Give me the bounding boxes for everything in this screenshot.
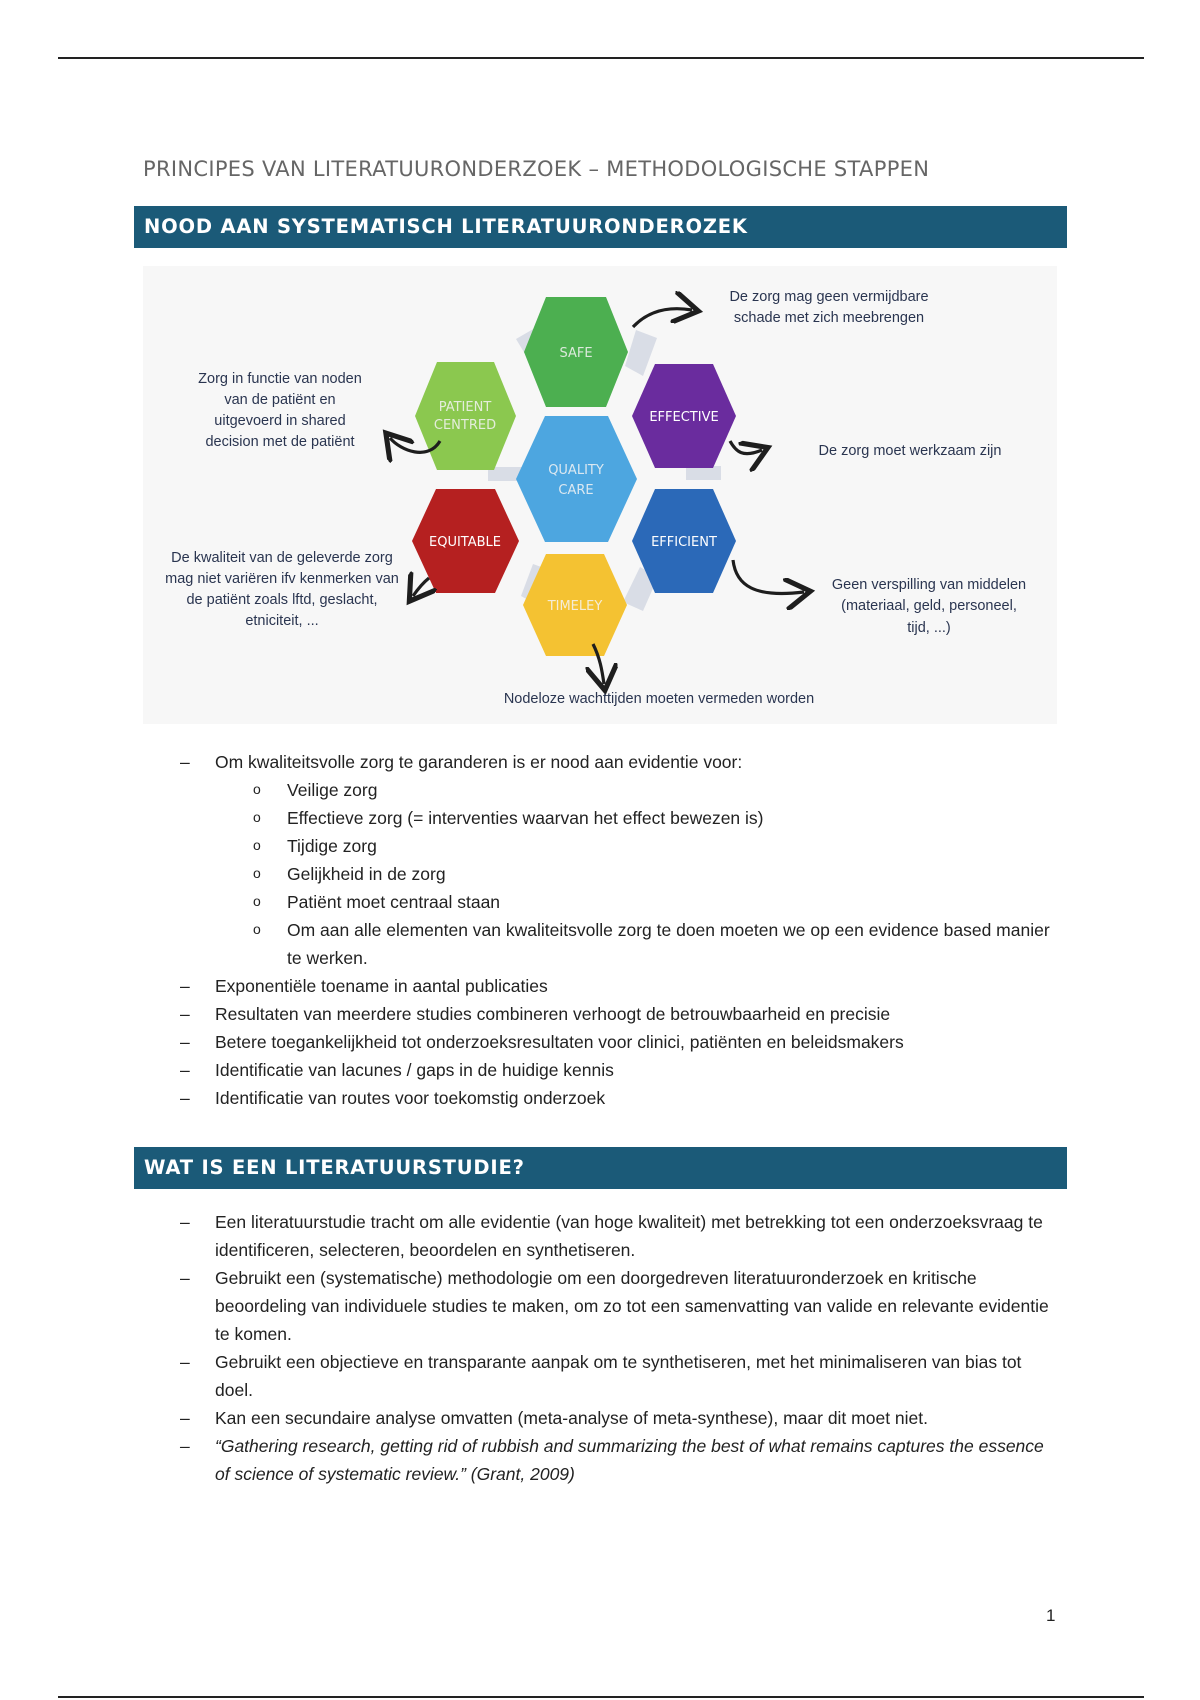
- quote-item: – “Gathering research, getting rid of rubbish and summarizing the best of what remains captures the essence of science of systematic review.” (Grant, 2009): [180, 1432, 1060, 1488]
- callout-equitable-line3: de patiënt zoals lftd, geslacht,: [186, 592, 378, 608]
- need-bullet-list: [180, 748, 1060, 1112]
- list-item: – Resultaten van meerdere studies combineren verhoogt de betrouwbaarheid en precisie: [180, 1000, 1060, 1028]
- equitable-arrow: [413, 578, 429, 596]
- list-item: [180, 748, 1060, 972]
- callout-equitable-line2: mag niet variëren ifv kenmerken van: [165, 571, 399, 587]
- equitable-label: EQUITABLE: [429, 535, 501, 550]
- section-header-literature-study: WAT IS EEN LITERATUURSTUDIE?: [134, 1147, 1067, 1189]
- effective-label: EFFECTIVE: [649, 410, 719, 425]
- bullet-intro: Om kwaliteitsvolle zorg te garanderen is er nood aan evidentie voor:: [215, 752, 743, 772]
- callout-efficient-line2: (materiaal, geld, personeel,: [841, 598, 1017, 614]
- callout-safe-line2: schade met zich meebrengen: [733, 310, 925, 326]
- callout-efficient-line1: Geen verspilling van middelen: [831, 577, 1027, 593]
- quality-care-label-line1: QUALITY: [548, 463, 604, 478]
- patient-centred-label-line1: PATIENT: [438, 400, 492, 415]
- sublist-item: o Patiënt moet centraal staan: [215, 888, 1060, 916]
- page-number: 1: [1046, 1606, 1056, 1625]
- list-item: – Exponentiële toename in aantal publicaties: [180, 972, 1060, 1000]
- callout-effective: De zorg moet werkzaam zijn: [818, 443, 1002, 459]
- effective-arrow: [730, 441, 762, 454]
- efficient-arrow: [733, 560, 804, 594]
- efficient-label: EFFICIENT: [651, 535, 717, 550]
- list-item: – Identificatie van routes voor toekomstig onderzoek: [180, 1084, 1060, 1112]
- patient-centred-hexagon: [415, 362, 516, 470]
- patient-centred-label-line2: CENTRED: [433, 418, 497, 433]
- sublist-item: o Effectieve zorg (= interventies waarvan het effect bewezen is): [215, 804, 1060, 832]
- callout-efficient-line3: tijd, ...): [907, 620, 951, 636]
- list-item: – Gebruikt een (systematische) methodologie om een doorgedreven literatuuronderzoek en kritische beoordeling van individuele studies te maken, om zo tot een samenvatting van valide en relevante evidentie te komen.: [180, 1264, 1060, 1348]
- sublist-item: o Tijdige zorg: [215, 832, 1060, 860]
- callout-equitable-line1: De kwaliteit van de geleverde zorg: [171, 550, 393, 566]
- list-item: – Gebruikt een objectieve en transparante aanpak om te synthetiseren, met het minimaliseren van bias tot doel.: [180, 1348, 1060, 1404]
- safe-label: SAFE: [559, 346, 593, 361]
- callout-patient-line2: van de patiënt en: [224, 392, 336, 408]
- callout-equitable-line4: etniciteit, ...: [245, 613, 319, 629]
- list-item: – Betere toegankelijkheid tot onderzoeksresultaten voor clinici, patiënten en beleidsmakers: [180, 1028, 1060, 1056]
- top-rule: [58, 57, 1144, 59]
- list-item: – Een literatuurstudie tracht om alle evidentie (van hoge kwaliteit) met betrekking tot een onderzoeksvraag te identificeren, selecteren, beoordelen en synthetiseren.: [180, 1208, 1060, 1264]
- callout-patient-line4: decision met de patiënt: [205, 434, 355, 450]
- callout-patient-line1: Zorg in functie van noden: [198, 371, 362, 387]
- sublist-item: o Gelijkheid in de zorg: [215, 860, 1060, 888]
- quality-care-diagram: [143, 266, 1057, 724]
- hex-gap-shape: [686, 466, 721, 480]
- safe-arrow: [633, 309, 692, 327]
- timeley-label: TIMELEY: [547, 599, 603, 614]
- quality-care-hexagon: [516, 416, 637, 542]
- callout-timeley: Nodeloze wachttijden moeten vermeden worden: [503, 691, 815, 707]
- sublist-item: o Om aan alle elementen van kwaliteitsvolle zorg te doen moeten we op een evidence based manier te werken.: [215, 916, 1060, 972]
- hex-gap-shape: [625, 330, 657, 376]
- list-item: – Kan een secundaire analyse omvatten (meta-analyse of meta-synthese), maar dit moet niet.: [180, 1404, 1060, 1432]
- quality-care-label-line2: CARE: [558, 483, 594, 498]
- callout-safe-line1: De zorg mag geen vermijdbare: [729, 289, 929, 305]
- sublist-item: o Veilige zorg: [215, 776, 1060, 804]
- evidence-sublist: [215, 776, 1060, 972]
- section-header-need: NOOD AAN SYSTEMATISCH LITERATUURONDEROZEK: [134, 206, 1067, 248]
- literature-study-bullet-list: [180, 1208, 1060, 1488]
- callout-patient-line3: uitgevoerd in shared: [214, 413, 346, 429]
- list-item: – Identificatie van lacunes / gaps in de huidige kennis: [180, 1056, 1060, 1084]
- page-title: PRINCIPES VAN LITERATUURONDERZOEK – METHODOLOGISCHE STAPPEN: [143, 157, 930, 181]
- quality-care-figure: [143, 266, 1057, 724]
- bottom-rule: [58, 1696, 1144, 1698]
